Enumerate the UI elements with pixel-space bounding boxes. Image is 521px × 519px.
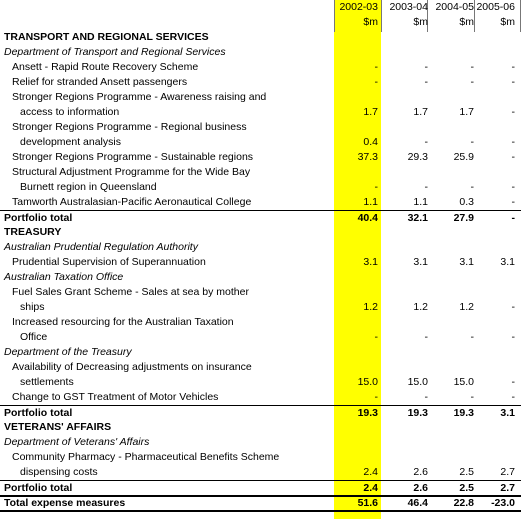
value-cell: - (511, 376, 515, 388)
department-row (0, 345, 521, 360)
table-row (0, 255, 521, 270)
value-cell: - (511, 196, 515, 208)
value-cell: - (374, 331, 378, 343)
table-row (0, 465, 521, 480)
value-cell: 2.6 (413, 466, 428, 478)
row-label: Burnett region in Queensland (20, 181, 157, 193)
value-cell: 19.3 (407, 407, 428, 419)
table-row (0, 75, 521, 90)
value-cell: 2.6 (413, 482, 428, 494)
table-row (0, 60, 521, 75)
value-cell: 3.1 (363, 256, 378, 268)
total-row (0, 210, 521, 225)
value-cell: 15.0 (453, 376, 474, 388)
total-row (0, 480, 521, 495)
section-heading-row (0, 420, 521, 435)
section-heading-row (0, 225, 521, 240)
table-row (0, 450, 521, 465)
value-cell: - (470, 61, 474, 73)
table-row (0, 315, 521, 330)
row-label: Stronger Regions Programme - Awareness raising and (12, 91, 267, 103)
table-row (0, 390, 521, 405)
value-cell: 1.7 (413, 106, 428, 118)
table-row (0, 180, 521, 195)
value-cell: - (424, 181, 428, 193)
value-cell: 40.4 (357, 212, 378, 224)
value-cell: 15.0 (407, 376, 428, 388)
year-header: 2002-03 (339, 1, 378, 13)
department-row (0, 45, 521, 60)
unit-header: $m (500, 16, 515, 28)
department-row (0, 240, 521, 255)
row-label: Office (20, 331, 48, 343)
value-cell: - (470, 391, 474, 403)
value-cell: - (470, 331, 474, 343)
value-cell: 15.0 (357, 376, 378, 388)
value-cell: 19.3 (453, 407, 474, 419)
row-label: Community Pharmacy - Pharmaceutical Benefits Scheme (12, 451, 280, 463)
table-row (0, 300, 521, 315)
value-cell: 2.5 (459, 482, 474, 494)
value-cell: - (470, 76, 474, 88)
department-row (0, 435, 521, 450)
value-cell: 29.3 (407, 151, 428, 163)
row-label: Change to GST Treatment of Motor Vehicles (12, 391, 219, 403)
value-cell: 1.2 (363, 301, 378, 313)
year-header: 2005-06 (476, 1, 515, 13)
row-label: Australian Taxation Office (4, 271, 124, 283)
table-row (0, 120, 521, 135)
value-cell: 3.1 (500, 256, 515, 268)
value-cell: - (424, 76, 428, 88)
value-cell: 2.4 (363, 466, 378, 478)
value-cell: - (424, 136, 428, 148)
row-label: Department of Veterans' Affairs (4, 436, 150, 448)
row-label: settlements (20, 376, 74, 388)
value-cell: - (511, 181, 515, 193)
value-cell: 2.4 (363, 482, 378, 494)
header-years-row (0, 0, 521, 15)
value-cell: 0.4 (363, 136, 378, 148)
row-label: TREASURY (4, 226, 62, 238)
value-cell: 1.2 (413, 301, 428, 313)
value-cell: 22.8 (453, 497, 474, 509)
row-label: Increased resourcing for the Australian Taxation (12, 316, 234, 328)
value-cell: - (424, 61, 428, 73)
row-label: Australian Prudential Regulation Authority (4, 241, 198, 253)
value-cell: 1.7 (363, 106, 378, 118)
value-cell: - (511, 106, 515, 118)
total-row (0, 495, 521, 512)
value-cell: 32.1 (407, 212, 428, 224)
value-cell: 1.1 (413, 196, 428, 208)
row-label: Relief for stranded Ansett passengers (12, 76, 188, 88)
value-cell: 1.7 (459, 106, 474, 118)
value-cell: - (511, 61, 515, 73)
row-label: Stronger Regions Programme - Sustainable regions (12, 151, 254, 163)
value-cell: - (470, 136, 474, 148)
row-label: access to information (20, 106, 120, 118)
value-cell: - (511, 331, 515, 343)
value-cell: 27.9 (453, 212, 474, 224)
value-cell: 51.6 (357, 497, 378, 509)
value-cell: -23.0 (491, 497, 515, 509)
value-cell: - (424, 331, 428, 343)
year-header: 2003-04 (389, 1, 428, 13)
value-cell: - (374, 181, 378, 193)
section-heading-row (0, 30, 521, 45)
value-cell: 1.1 (363, 196, 378, 208)
table-row (0, 105, 521, 120)
value-cell: 1.2 (459, 301, 474, 313)
value-cell: 25.9 (453, 151, 474, 163)
row-label: Fuel Sales Grant Scheme - Sales at sea by mother (12, 286, 249, 298)
row-label: Portfolio total (4, 407, 73, 419)
value-cell: - (374, 76, 378, 88)
value-cell: 2.7 (500, 466, 515, 478)
table-row (0, 150, 521, 165)
value-cell: - (511, 151, 515, 163)
value-cell: 19.3 (357, 407, 378, 419)
row-label: Portfolio total (4, 482, 73, 494)
row-label: Department of the Treasury (4, 346, 132, 358)
table-row (0, 165, 521, 180)
value-cell: - (374, 61, 378, 73)
value-cell: - (511, 76, 515, 88)
value-cell: - (511, 136, 515, 148)
table-row (0, 360, 521, 375)
total-row (0, 405, 521, 420)
row-label: Total expense measures (4, 497, 126, 509)
header-units-row (0, 15, 521, 30)
value-cell: - (511, 391, 515, 403)
row-label: TRANSPORT AND REGIONAL SERVICES (4, 31, 209, 43)
value-cell: 2.7 (500, 482, 515, 494)
table-row (0, 330, 521, 345)
row-label: VETERANS' AFFAIRS (4, 421, 112, 433)
value-cell: - (511, 212, 515, 224)
row-label: development analysis (20, 136, 121, 148)
table-row (0, 375, 521, 390)
unit-header: $m (459, 16, 474, 28)
table-row (0, 285, 521, 300)
row-label: Structural Adjustment Programme for the Wide Bay (12, 166, 251, 178)
value-cell: 46.4 (407, 497, 428, 509)
value-cell: - (374, 391, 378, 403)
row-label: Ansett - Rapid Route Recovery Scheme (12, 61, 199, 73)
row-label: Availability of Decreasing adjustments on insurance (12, 361, 252, 373)
value-cell: - (511, 301, 515, 313)
row-label: Portfolio total (4, 212, 73, 224)
row-label: dispensing costs (20, 466, 98, 478)
unit-header: $m (413, 16, 428, 28)
row-label: Department of Transport and Regional Services (4, 46, 226, 58)
row-label: Stronger Regions Programme - Regional business (12, 121, 247, 133)
value-cell: 3.1 (500, 407, 515, 419)
value-cell: 3.1 (413, 256, 428, 268)
value-cell: 0.3 (459, 196, 474, 208)
year-header: 2004-05 (435, 1, 474, 13)
value-cell: 3.1 (459, 256, 474, 268)
value-cell: 2.5 (459, 466, 474, 478)
table-row (0, 135, 521, 150)
table-row (0, 90, 521, 105)
table-row (0, 195, 521, 210)
row-label: Prudential Supervision of Superannuation (12, 256, 206, 268)
department-row (0, 270, 521, 285)
row-label: Tamworth Australasian-Pacific Aeronautical College (12, 196, 252, 208)
value-cell: - (470, 181, 474, 193)
row-label: ships (20, 301, 45, 313)
value-cell: 37.3 (357, 151, 378, 163)
value-cell: - (424, 391, 428, 403)
unit-header: $m (363, 16, 378, 28)
